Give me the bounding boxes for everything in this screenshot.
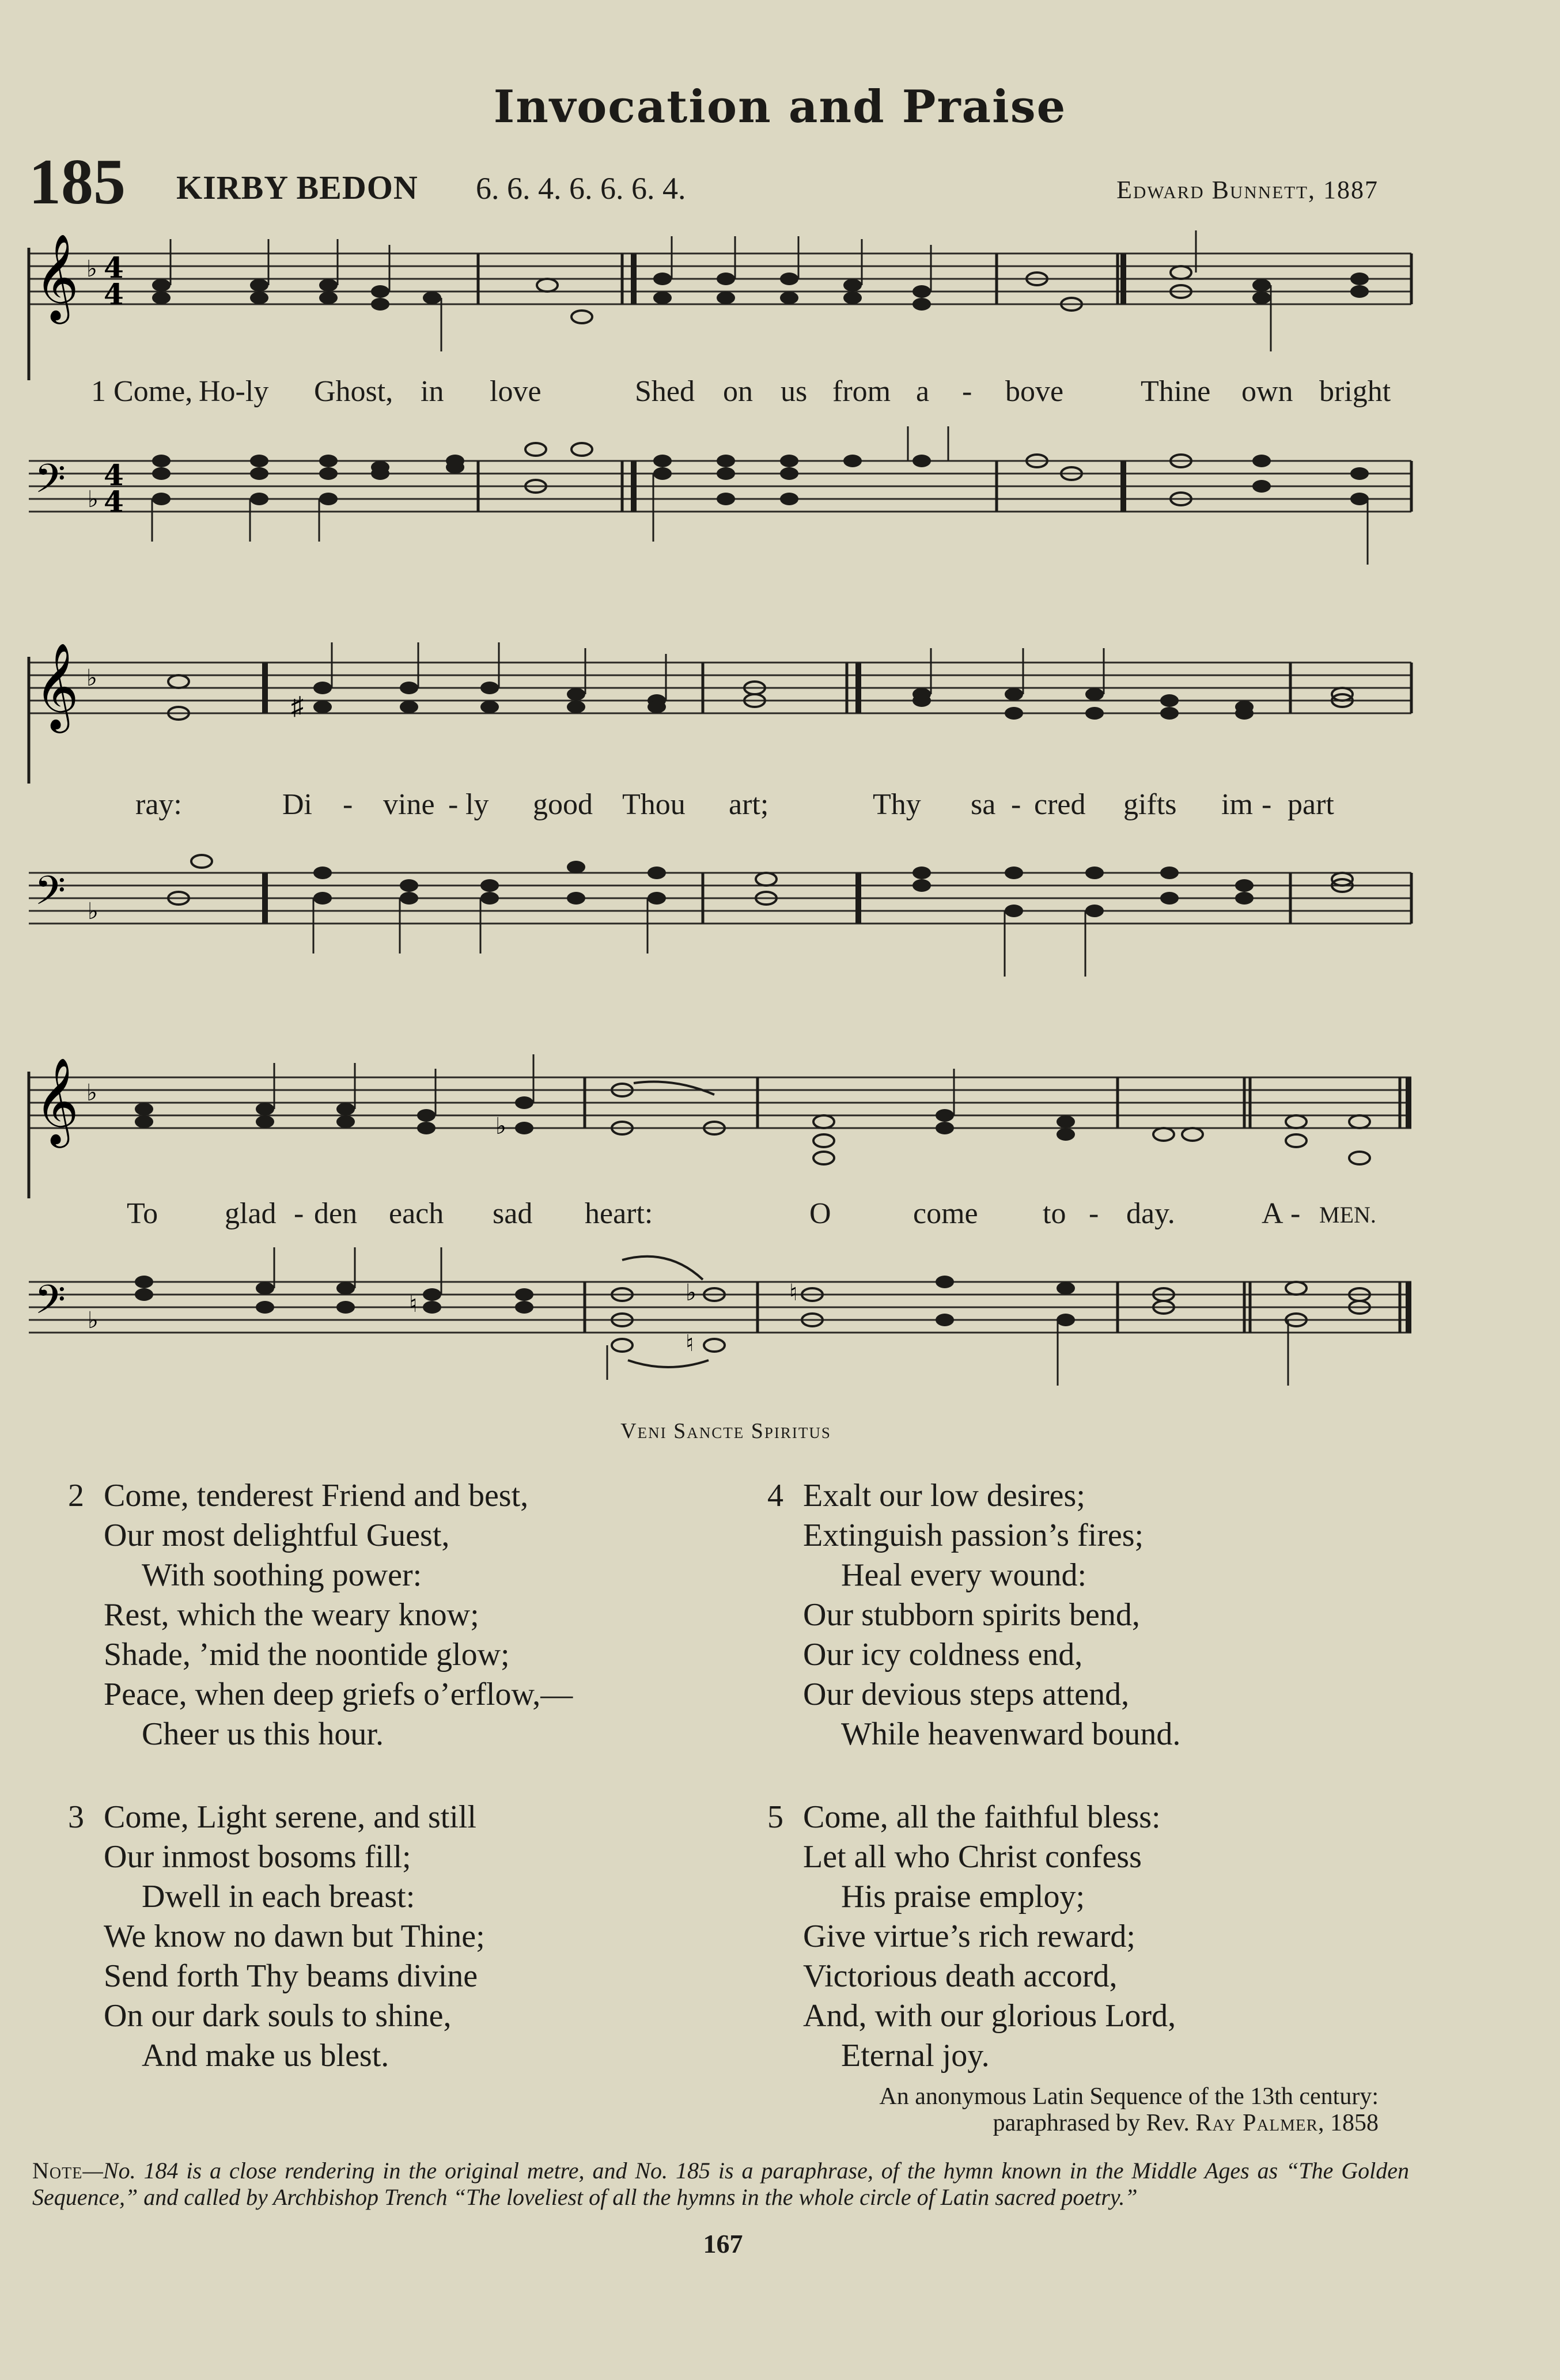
- svg-text:♮: ♮: [409, 1291, 418, 1317]
- treble-clef-icon: 𝄞: [35, 233, 79, 320]
- lyric-syllable: ly: [465, 788, 489, 821]
- verse-line: Our devious steps attend,: [803, 1677, 1130, 1712]
- lyric-syllable: Ho-ly: [199, 375, 269, 408]
- credit-prefix: paraphrased by Rev.: [993, 2110, 1196, 2136]
- svg-text:4: 4: [104, 458, 124, 492]
- verse-line: Give virtue’s rich reward;: [803, 1919, 1135, 1954]
- music-system-2-bass: [23, 838, 1417, 982]
- lyric-syllable: O: [809, 1197, 831, 1230]
- lyric-syllable: Ghost,: [314, 375, 393, 408]
- music-system-1-treble: [23, 230, 1417, 380]
- bass-clef-icon: 𝄢: [35, 867, 66, 924]
- svg-text:♯: ♯: [291, 692, 304, 720]
- verse-text: Come, Light serene, and still: [104, 1799, 476, 1835]
- svg-text:♭: ♭: [495, 1113, 506, 1139]
- composer-credit: [1116, 175, 1379, 205]
- lyric-syllable: glad: [225, 1197, 277, 1230]
- verse-line: We know no dawn but Thine;: [104, 1919, 485, 1954]
- note-text: —No. 184 is a close rendering in the original metre, and No. 185 is a paraphrase, of the hymn known in the Middle Ages as “The Golden Sequence,” and called by Archbishop Trench “The loveliest of all the hymns in the whole circle of Latin sacred poetry.”: [32, 2158, 1409, 2210]
- verse-2: [68, 1476, 573, 1754]
- lyric-syllable: Thine: [1141, 375, 1211, 408]
- lyric-syllable: us: [781, 375, 808, 408]
- verse-line: Rest, which the weary know;: [104, 1597, 479, 1633]
- lyric-syllable: each: [389, 1197, 444, 1230]
- verse-4: [767, 1476, 1180, 1754]
- lyric-syllable: Thou: [622, 788, 686, 821]
- music-system-3-treble: [23, 1054, 1417, 1198]
- treble-clef-icon: 𝄞: [35, 1057, 79, 1144]
- verse-text: Exalt our low desires;: [803, 1478, 1085, 1513]
- lyric-syllable: to: [1043, 1197, 1066, 1230]
- lyric-syllable: vine: [383, 788, 435, 821]
- lyric-syllable: in: [421, 375, 444, 408]
- lyric-syllable: -: [448, 788, 459, 821]
- lyric-syllable: bove: [1005, 375, 1064, 408]
- lyric-syllable: day.: [1126, 1197, 1175, 1230]
- verse-number: 2: [68, 1478, 84, 1513]
- lyric-syllable: -: [1290, 1197, 1301, 1230]
- footnote: [32, 2158, 1409, 2211]
- credit-author: Ray Palmer: [1195, 2110, 1318, 2136]
- credit-line-2: [879, 2110, 1379, 2136]
- verse-line: Extinguish passion’s fires;: [803, 1518, 1144, 1553]
- page-number: 167: [703, 2229, 743, 2258]
- verse-line: On our dark souls to shine,: [104, 1998, 452, 2034]
- verse-line: Our most delightful Guest,: [104, 1518, 450, 1553]
- svg-text:4: 4: [104, 277, 124, 311]
- lyric-syllable: own: [1241, 375, 1293, 408]
- tune-name: KIRBY BEDON: [176, 169, 418, 206]
- credit-year: , 1858: [1318, 2110, 1379, 2136]
- svg-text:4: 4: [104, 251, 124, 285]
- lyric-syllable: good: [533, 788, 593, 821]
- music-system-3-bass: [23, 1247, 1417, 1403]
- verse-line: And, with our glorious Lord,: [803, 1998, 1176, 2034]
- lyric-syllable: -: [962, 375, 972, 408]
- lyric-syllable: -: [1262, 788, 1272, 821]
- meter: 6. 6. 4. 6. 6. 6. 4.: [476, 171, 686, 206]
- lyric-syllable: bright: [1319, 375, 1391, 408]
- lyric-syllable: -: [343, 788, 353, 821]
- lyric-syllable: from: [832, 375, 891, 408]
- lyric-syllable: -: [1089, 1197, 1099, 1230]
- verse-line: While heavenward bound.: [841, 1716, 1181, 1752]
- verse-line: And make us blest.: [142, 2038, 389, 2073]
- verse-line: Our icy coldness end,: [803, 1637, 1083, 1673]
- svg-text:♭: ♭: [88, 486, 99, 512]
- lyric-syllable: Shed: [635, 375, 695, 408]
- verse-line: Heal every wound:: [841, 1557, 1087, 1593]
- svg-text:♮: ♮: [789, 1280, 798, 1306]
- lyric-syllable: love: [490, 375, 542, 408]
- verse-line: Peace, when deep griefs o’erflow,—: [104, 1677, 573, 1712]
- svg-text:♭: ♭: [686, 1280, 696, 1306]
- lyric-syllable: cred: [1034, 788, 1086, 821]
- lyric-syllable: sa: [971, 788, 996, 821]
- svg-text:♭: ♭: [86, 665, 97, 691]
- lyric-syllable: -: [294, 1197, 304, 1230]
- composer-name: Edward Bunnett: [1116, 176, 1308, 204]
- composer-year: , 1887: [1308, 176, 1379, 204]
- music-system-2-treble: [23, 640, 1417, 784]
- note-label: Note: [32, 2158, 83, 2184]
- verse-number: 3: [68, 1799, 84, 1835]
- lyric-syllable: den: [314, 1197, 358, 1230]
- svg-text:♭: ♭: [88, 898, 99, 924]
- svg-text:♭: ♭: [88, 1307, 99, 1333]
- verse-line: [68, 1798, 485, 1837]
- hymn-number: 185: [29, 146, 126, 218]
- sequence-caption: Veni Sancte Spiritus: [620, 1419, 831, 1443]
- verse-line: Our stubborn spirits bend,: [803, 1597, 1140, 1633]
- verse-line: Cheer us this hour.: [142, 1716, 384, 1752]
- verse-line: Our inmost bosoms fill;: [104, 1839, 411, 1875]
- verse-text: Come, all the faithful bless:: [803, 1799, 1161, 1835]
- verse-3: [68, 1798, 485, 2076]
- svg-text:♭: ♭: [86, 256, 97, 282]
- credit-line-1: An anonymous Latin Sequence of the 13th century:: [879, 2083, 1379, 2110]
- lyric-syllable: sad: [493, 1197, 533, 1230]
- lyric-syllable: ray:: [135, 788, 182, 821]
- verse-5: [767, 1798, 1176, 2076]
- verse-line: Shade, ’mid the noontide glow;: [104, 1637, 510, 1673]
- lyric-syllable: heart:: [585, 1197, 653, 1230]
- svg-text:4: 4: [104, 485, 124, 519]
- text-credit: [879, 2083, 1379, 2136]
- svg-text:♮: ♮: [686, 1330, 694, 1356]
- verse-line: With soothing power:: [142, 1557, 422, 1593]
- verse-number: 4: [767, 1478, 783, 1513]
- verse-line: His praise employ;: [841, 1879, 1085, 1914]
- verse-line: Dwell in each breast:: [142, 1879, 415, 1914]
- verse-line: [767, 1476, 1180, 1516]
- lyrics-system-2: [23, 788, 1417, 834]
- lyric-syllable: Thy: [873, 788, 921, 821]
- lyric-syllable: on: [723, 375, 753, 408]
- lyrics-system-1: [23, 374, 1417, 421]
- lyric-syllable: part: [1288, 788, 1334, 821]
- verse-line: Eternal joy.: [841, 2038, 990, 2073]
- lyric-syllable: Di: [282, 788, 312, 821]
- verse-number: 5: [767, 1799, 783, 1835]
- lyric-syllable: -: [1011, 788, 1021, 821]
- bass-clef-icon: 𝄢: [35, 1276, 66, 1333]
- lyric-syllable: gifts: [1123, 788, 1177, 821]
- bass-clef-icon: 𝄢: [35, 455, 66, 512]
- lyric-syllable: To: [127, 1197, 158, 1230]
- lyrics-system-3: [23, 1197, 1417, 1243]
- lyric-syllable: 1 Come,: [91, 375, 193, 408]
- svg-text:♭: ♭: [86, 1080, 97, 1106]
- treble-clef-icon: 𝄞: [35, 642, 79, 729]
- lyric-syllable: come: [913, 1197, 978, 1230]
- verse-text: Come, tenderest Friend and best,: [104, 1478, 529, 1513]
- lyric-syllable: art;: [729, 788, 769, 821]
- verse-line: Let all who Christ confess: [803, 1839, 1142, 1875]
- lyric-syllable: im: [1221, 788, 1253, 821]
- lyric-syllable: A: [1262, 1197, 1283, 1230]
- music-system-1-bass: [23, 426, 1417, 576]
- lyric-syllable: a: [916, 375, 930, 408]
- verse-line: [767, 1798, 1176, 1837]
- lyric-syllable: MEN.: [1319, 1202, 1376, 1228]
- verse-line: [68, 1476, 573, 1516]
- verse-line: Victorious death accord,: [803, 1958, 1118, 1994]
- page-heading: Invocation and Praise: [493, 81, 1067, 133]
- verse-line: Send forth Thy beams divine: [104, 1958, 478, 1994]
